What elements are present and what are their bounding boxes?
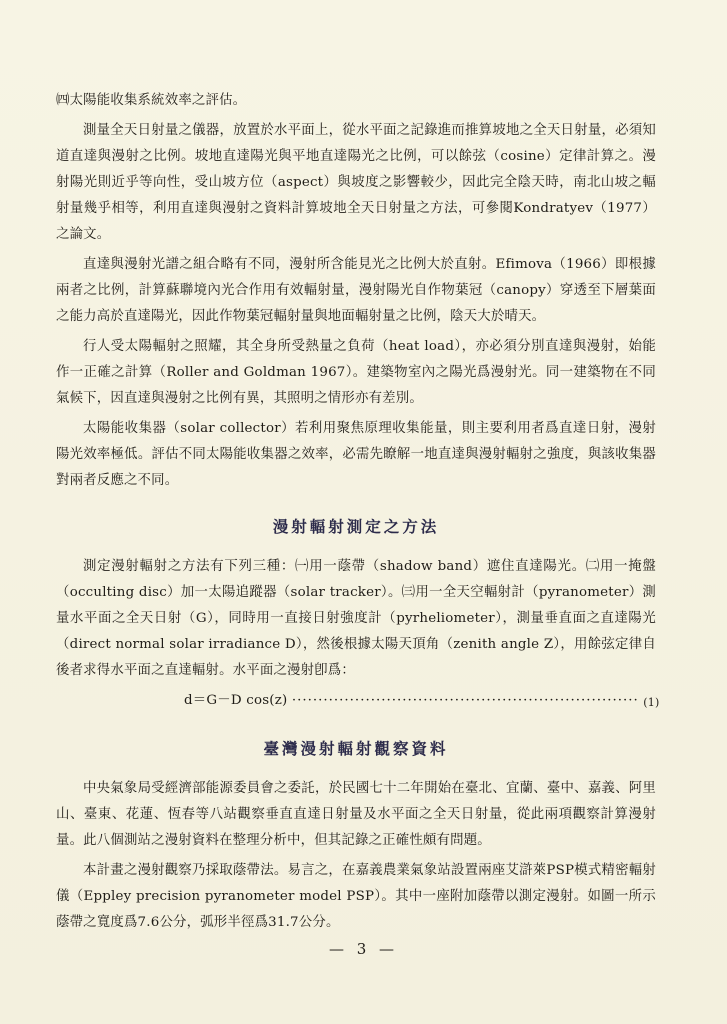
taiwan-paragraph-2: 本計畫之漫射觀察乃採取蔭帶法。易言之，在嘉義農業氣象站設置兩座艾滸萊PSP模式精密輻射儀（Eppley precision pyranometer model PSP）。其中一座附加蔭帶以測定漫射。如圖一所示蔭帶之寬度爲7.6公分，弧形半徑爲31.7公分。 <box>56 863 656 930</box>
page-content <box>56 88 660 940</box>
equation-expression: d＝G－D cos(z) <box>184 693 288 708</box>
section4-paragraph-4: 太陽能收集器（solar collector）若利用聚焦原理收集能量，則主要利用者爲直達日射，漫射陽光效率極低。評估不同太陽能收集器之效率，必需先瞭解一地直達與漫射輻射之強度，與該收集器對兩者反應之不同。 <box>56 421 656 488</box>
equation-leader-dots: ·································································· <box>291 693 639 708</box>
section4-paragraph-1: 測量全天日射量之儀器，放置於水平面上，從水平面之記錄進而推算坡地之全天日射量，必須知道直達與漫射之比例。坡地直達陽光與平地直達陽光之比例，可以餘弦（cosine）定律計算之。漫射陽光則近乎等向性，受山坡方位（aspect）與坡度之影響較少，因此完全陰天時，南北山坡之輻射量幾乎相等，利用直達與漫射之資料計算坡地全天日射量之方法，可參閱Kondratyev（1977）之論文。 <box>56 123 656 242</box>
page-number: — 3 — <box>328 940 399 958</box>
method-paragraph: 測定漫射輻射之方法有下列三種：㈠用一蔭帶（shadow band）遮住直達陽光。㈡用一掩盤（occulting disc）加一太陽追蹤器（solar tracker）。㈢用一全天空輻射計（pyranometer）測量水平面之全天日射（G），同時用一直接日射強度計（pyrheliometer），測量垂直面之直達陽光（direct normal solar irradiance D），然後根據太陽天頂角（zenith angle Z），用餘弦定律自後者求得水平面之直達輻射。水平面之漫射卽爲： <box>56 559 656 678</box>
section4-paragraph-2: 直達與漫射光譜之組合略有不同，漫射所含能見光之比例大於直射。Efimova（1966）即根據兩者之比例，計算蘇聯境內光合作用有效輻射量，漫射陽光自作物葉冠（canopy）穿透至下層葉面之能力高於直達陽光，因此作物葉冠輻射量與地面輻射量之比例，陰天大於晴天。 <box>56 257 656 324</box>
method-heading: 漫射輻射測定之方法 <box>272 517 440 536</box>
taiwan-paragraph-1: 中央氣象局受經濟部能源委員會之委託，於民國七十二年開始在臺北、宜蘭、臺中、嘉義、阿里山、臺東、花蓮、恆春等八站觀察垂直直達日射量及水平面之全天日射量，從此兩項觀察計算漫射量。此八個測站之漫射資料在整理分析中，但其記錄之正確性頗有問題。 <box>56 781 656 848</box>
taiwan-heading: 臺灣漫射輻射觀察資料 <box>263 739 449 758</box>
equation-1 <box>184 688 660 716</box>
section4-paragraph-3: 行人受太陽輻射之照耀，其全身所受熱量之負荷（heat load），亦必須分別直達與漫射，始能作一正確之計算（Roller and Goldman 1967）。建築物室內之陽光爲漫射光。同一建築物在不同氣候下，因直達與漫射之比例有異，其照明之情形亦有差別。 <box>56 339 656 406</box>
equation-number: (1) <box>643 696 660 709</box>
section4-title: ㈣太陽能收集系統效率之評估。 <box>56 93 247 108</box>
